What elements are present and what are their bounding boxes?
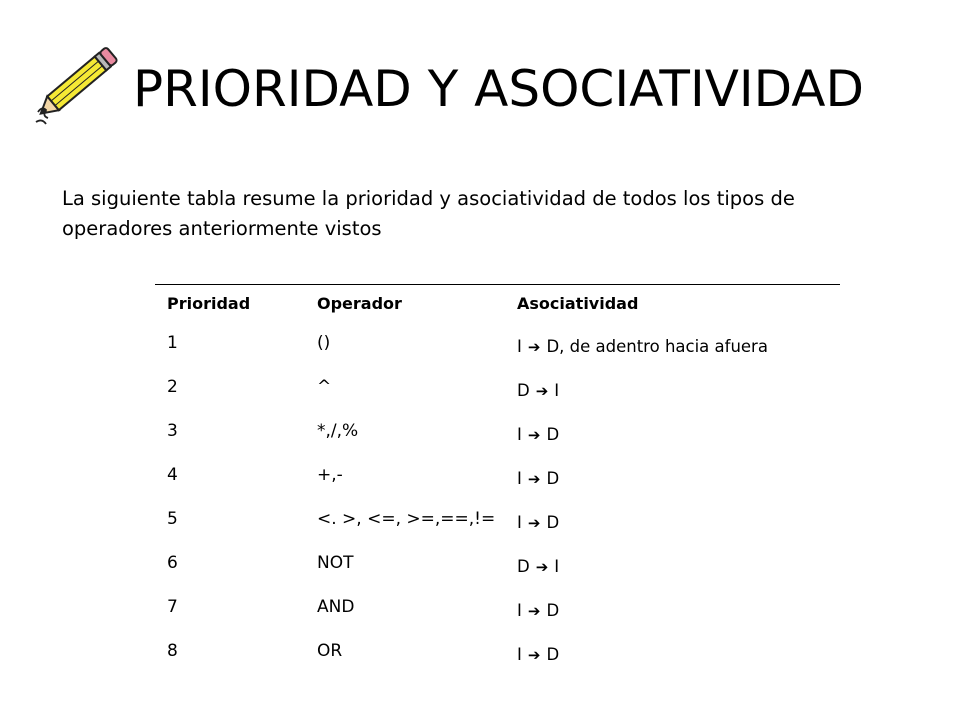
assoc-from: I — [517, 468, 522, 488]
associativity-cell — [517, 585, 840, 629]
priority-cell: 6 — [167, 553, 178, 573]
associativity-cell — [517, 321, 840, 365]
assoc-from: I — [517, 644, 522, 664]
operator-cell: NOT — [317, 553, 354, 573]
header-prioridad: Prioridad — [167, 293, 251, 313]
assoc-to: I — [554, 380, 560, 400]
operator-cell: ^ — [317, 377, 332, 397]
priority-cell: 2 — [167, 377, 178, 397]
priority-cell: 4 — [167, 465, 178, 485]
assoc-from: I — [517, 424, 522, 444]
arrow-right-icon: ➔ — [527, 645, 541, 664]
arrow-right-icon: ➔ — [527, 513, 541, 532]
assoc-to: D — [546, 468, 560, 488]
table-row — [155, 321, 840, 365]
assoc-to: D — [546, 600, 560, 620]
assoc-to: D — [546, 512, 560, 532]
table-row — [155, 541, 840, 585]
assoc-to: D — [546, 644, 560, 664]
assoc-to: I — [554, 556, 560, 576]
table-row — [155, 629, 840, 673]
header-operador: Operador — [317, 293, 402, 313]
arrow-right-icon: ➔ — [535, 557, 549, 576]
associativity-cell — [517, 497, 840, 541]
priority-cell: 7 — [167, 597, 178, 617]
assoc-from: D — [517, 556, 530, 576]
priority-cell: 3 — [167, 421, 178, 441]
slide-title: PRIORIDAD Y ASOCIATIVIDAD — [133, 60, 864, 118]
table-row — [155, 365, 840, 409]
table-row — [155, 453, 840, 497]
priority-cell: 8 — [167, 641, 178, 661]
arrow-right-icon: ➔ — [527, 601, 541, 620]
priority-table — [155, 284, 840, 673]
intro-text: La siguiente tabla resume la prioridad y asociatividad de todos los tipos de operadores anteriormente vistos — [62, 187, 795, 240]
operator-cell: <. >, <=, >=,==,!= — [317, 509, 496, 529]
arrow-right-icon: ➔ — [527, 425, 541, 444]
operator-cell: *,/,% — [317, 421, 359, 441]
assoc-from: D — [517, 380, 530, 400]
associativity-cell — [517, 541, 840, 585]
table-header-row — [155, 285, 840, 321]
arrow-right-icon: ➔ — [527, 337, 541, 356]
assoc-from: I — [517, 600, 522, 620]
assoc-from: I — [517, 512, 522, 532]
associativity-cell — [517, 629, 840, 673]
operator-cell: +,- — [317, 465, 343, 485]
assoc-from: I — [517, 336, 522, 356]
assoc-to: D — [546, 424, 560, 444]
table-row — [155, 585, 840, 629]
table-row — [155, 409, 840, 453]
associativity-cell — [517, 365, 840, 409]
operator-cell: AND — [317, 597, 355, 617]
associativity-cell — [517, 409, 840, 453]
table-row — [155, 497, 840, 541]
priority-cell: 1 — [167, 333, 178, 353]
arrow-right-icon: ➔ — [527, 469, 541, 488]
header-asociatividad: Asociatividad — [517, 293, 639, 313]
assoc-to: D, de adentro hacia afuera — [546, 336, 768, 356]
pencil-icon — [28, 40, 124, 128]
priority-cell: 5 — [167, 509, 178, 529]
arrow-right-icon: ➔ — [535, 381, 549, 400]
operator-cell: OR — [317, 641, 343, 661]
associativity-cell — [517, 453, 840, 497]
operator-cell: () — [317, 333, 331, 353]
